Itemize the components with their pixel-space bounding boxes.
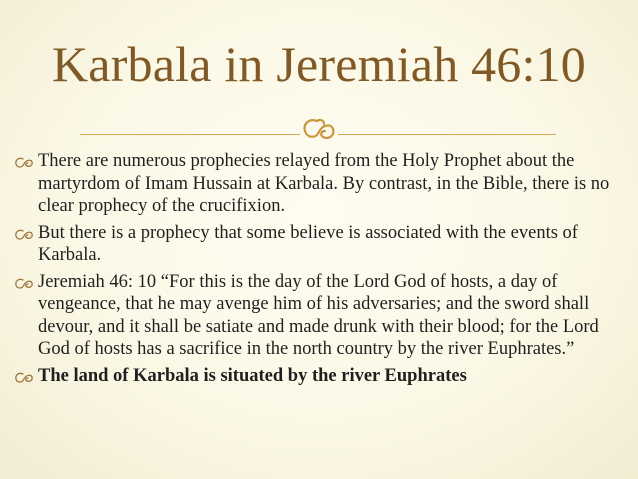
bullet-list xyxy=(14,150,624,391)
divider-line-left xyxy=(80,134,300,135)
swirl-bullet-icon xyxy=(14,276,34,290)
bullet-item xyxy=(14,150,624,218)
bullet-item xyxy=(14,222,624,267)
swirl-bullet-icon xyxy=(14,155,34,169)
swirl-ornament-icon xyxy=(300,112,338,148)
bullet-item xyxy=(14,271,624,361)
swirl-bullet-icon xyxy=(14,227,34,241)
bullet-text: The land of Karbala is situated by the river Euphrates xyxy=(38,365,467,386)
bullet-item xyxy=(14,365,624,388)
slide-title: Karbala in Jeremiah 46:10 xyxy=(52,36,586,92)
title-divider xyxy=(80,112,556,148)
swirl-bullet-icon xyxy=(14,370,34,384)
bullet-text: Jeremiah 46: 10 “For this is the day of the Lord God of hosts, a day of vengeance, that he may avenge him of his adversaries; and the sword shall devour, and it shall be satiate and made drunk with their blood; for the Lord God of hosts has a sacrifice in the north country by the river Euphrates.” xyxy=(38,271,599,359)
divider-line-right xyxy=(338,134,556,135)
bullet-text: There are numerous prophecies relayed from the Holy Prophet about the martyrdom of Imam Hussain at Karbala. By contrast, in the Bible, there is no clear prophecy of the crucifixion. xyxy=(38,151,610,216)
bullet-text: But there is a prophecy that some believe is associated with the events of Karbala. xyxy=(38,222,578,265)
